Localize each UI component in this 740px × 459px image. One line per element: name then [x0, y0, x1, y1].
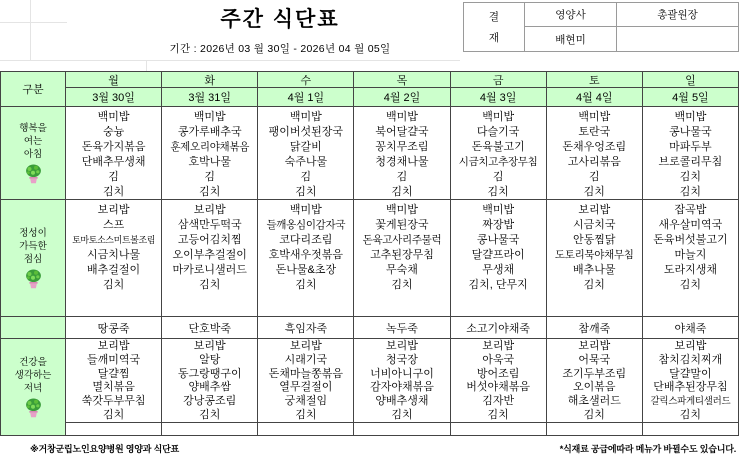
menu-item: 김치, 단무지 [468, 279, 528, 291]
menu-item: 새우살미역국 [658, 219, 723, 231]
menu-item: 꽁치무조림 [375, 141, 429, 153]
menu-item: 쑥갓두부무침 [81, 395, 146, 408]
menu-item: 김치 [583, 279, 605, 291]
menu-item: 들깨옹심이감자국 [266, 219, 346, 231]
menu-item: 스프 [102, 219, 125, 231]
plant-icon [25, 164, 42, 184]
menu-item: 보리밥 [193, 340, 226, 352]
empty-cell [258, 423, 354, 436]
menu-cell [451, 107, 547, 200]
menu-item: 보리밥 [386, 340, 418, 352]
menu-item: 백미밥 [97, 111, 130, 123]
date-header-cell: 3월 30일 [66, 88, 162, 107]
menu-item: 콩나물국 [669, 126, 712, 138]
menu-item: 보리밥 [578, 340, 611, 352]
empty-cell [66, 423, 162, 436]
empty-cell [547, 423, 643, 436]
menu-item: 청경채나물 [375, 156, 429, 168]
menu-item: 백미밥 [289, 204, 322, 216]
menu-cell [354, 107, 450, 200]
approval-role-nutritionist: 영양사 [525, 3, 617, 27]
menu-item: 시금치나물 [87, 249, 141, 261]
menu-item: 참치김치찌개 [658, 353, 723, 366]
menu-item: 배추걸절이 [87, 264, 141, 276]
porridge-cell: 야채죽 [643, 317, 739, 339]
menu-item: 동그랑땡구이 [177, 367, 242, 380]
menu-item: 달걀찜 [97, 367, 130, 380]
grid-remnant-line [0, 60, 460, 61]
menu-cell [643, 339, 739, 423]
menu-item: 북어달걀국 [375, 126, 429, 138]
day-header-cell: 화 [162, 72, 258, 88]
date-header-cell: 4월 5일 [643, 88, 739, 107]
menu-item: 보리밥 [97, 204, 130, 216]
menu-item: 다슬기국 [476, 126, 520, 138]
meal-label-line: 가득한 [19, 241, 47, 252]
menu-cell [451, 339, 547, 423]
menu-cell [258, 339, 354, 423]
grid-remnant-line [30, 0, 31, 60]
menu-item: 토마토소스미트볼조림 [72, 235, 156, 245]
menu-item: 김치 [679, 171, 702, 183]
menu-item: 삼색만두떡국 [177, 219, 242, 231]
menu-item: 브로콜리무침 [658, 156, 723, 168]
meal-label-line: 점심 [23, 254, 43, 265]
menu-item: 오이부추걸절이 [172, 249, 247, 261]
menu-item: 김치 [295, 408, 317, 421]
menu-item: 해초샐러드 [567, 395, 621, 408]
menu-item: 돈채우엉조림 [562, 141, 627, 153]
menu-item: 마늘지 [674, 249, 707, 261]
plant-icon [25, 398, 42, 418]
menu-cell [354, 339, 450, 423]
day-header-cell: 일 [643, 72, 739, 88]
date-header-cell: 4월 3일 [451, 88, 547, 107]
date-header-cell: 3월 31일 [162, 88, 258, 107]
menu-item: 도토리묵야채무침 [554, 249, 634, 261]
day-header-cell: 토 [547, 72, 643, 88]
menu-item: 감자야채볶음 [370, 381, 434, 394]
menu-item: 시금치국 [573, 219, 616, 231]
meal-label-line: 행복을 [19, 123, 47, 134]
menu-item: 호박새우젓볶음 [268, 249, 344, 261]
corner-label-cell: 구분 [1, 72, 66, 107]
menu-item: 김치 [102, 408, 125, 421]
menu-item: 백미밥 [482, 111, 515, 123]
menu-item: 강낭콩조림 [183, 395, 237, 408]
menu-item: 김치 [295, 186, 317, 198]
menu-item: 방어조림 [476, 367, 520, 380]
menu-item: 양배추생채 [375, 395, 429, 408]
approval-role-director: 총괄원장 [617, 3, 738, 27]
menu-item: 꽃게된장국 [375, 219, 429, 231]
menu-item: 보리밥 [193, 204, 226, 216]
menu-cell [162, 339, 258, 423]
menu-item: 마파두부 [669, 141, 712, 153]
menu-item: 토란국 [578, 126, 611, 138]
menu-cell [547, 107, 643, 200]
day-header-cell: 수 [258, 72, 354, 88]
menu-item: 열무걸절이 [279, 381, 333, 394]
menu-item: 보리밥 [578, 204, 611, 216]
porridge-cell: 녹두죽 [354, 317, 450, 339]
menu-item: 콩가루배추국 [177, 126, 242, 138]
approval-grid [525, 3, 738, 51]
menu-item: 알탕 [199, 353, 221, 366]
menu-item: 무숙채 [386, 264, 418, 276]
menu-item: 안동찜닭 [573, 234, 616, 246]
menu-item: 김치 [199, 186, 221, 198]
menu-cell [451, 200, 547, 317]
period-text: 기간 : 2026년 03 월 30일 - 2026년 04 월 05일 [169, 43, 391, 55]
day-header-cell: 목 [354, 72, 450, 88]
menu-item: 양배추쌈 [188, 381, 231, 394]
menu-item: 백미밥 [674, 111, 707, 123]
menu-item: 김치 [295, 279, 317, 291]
menu-cell [66, 107, 162, 200]
menu-item: 김치 [679, 186, 702, 198]
approval-stamp-cell [464, 3, 525, 51]
menu-item: 호박나물 [188, 156, 231, 168]
meal-label-line: 아침 [23, 149, 43, 160]
menu-item: 달걀말이 [669, 367, 712, 380]
menu-item: 김치 [391, 186, 413, 198]
menu-item: 돈육버섯불고기 [653, 234, 728, 246]
grid-remnant-line [0, 22, 67, 23]
porridge-label-cell [1, 317, 66, 339]
menu-item: 백미밥 [482, 204, 515, 216]
menu-item: 오이볶음 [573, 381, 616, 394]
empty-cell [162, 423, 258, 436]
menu-item: 갈릭스파게티샐러드 [650, 396, 731, 408]
menu-cell [547, 339, 643, 423]
menu-item: 돈육고사리주물럭 [362, 234, 442, 246]
date-header-cell: 4월 4일 [547, 88, 643, 107]
menu-item: 단배추무생채 [81, 156, 146, 168]
menu-item: 김치 [199, 279, 221, 291]
menu-item: 시금치고추장무침 [458, 156, 538, 168]
approval-stamp-char: 재 [488, 32, 500, 44]
meal-label-line: 건강을 [19, 357, 47, 368]
menu-item: 돈나물&초장 [275, 264, 337, 276]
menu-item: 김 [108, 171, 119, 183]
meal-label-line: 생각하는 [14, 370, 52, 381]
date-header-cell: 4월 1일 [258, 88, 354, 107]
menu-item: 고등어김치찜 [177, 234, 242, 246]
porridge-cell: 흑임자죽 [258, 317, 354, 339]
menu-table [0, 71, 739, 436]
menu-item: 김치 [102, 186, 125, 198]
menu-item: 궁채절임 [284, 395, 328, 408]
menu-item: 김치 [102, 279, 125, 291]
menu-cell [643, 107, 739, 200]
menu-item: 김 [300, 171, 312, 183]
menu-cell [354, 200, 450, 317]
menu-item: 김치 [391, 279, 413, 291]
menu-item: 들깨미역국 [87, 353, 141, 366]
menu-item: 코다리조림 [279, 234, 333, 246]
approval-stamp-char: 결 [488, 11, 500, 23]
menu-cell [258, 107, 354, 200]
menu-item: 김치 [679, 279, 702, 291]
porridge-cell: 땅콩죽 [66, 317, 162, 339]
menu-item: 청국장 [386, 353, 418, 366]
day-header-cell: 금 [451, 72, 547, 88]
menu-item: 어묵국 [578, 353, 611, 366]
menu-item: 보리밥 [674, 340, 707, 352]
menu-cell [66, 200, 162, 317]
menu-item: 시래기국 [284, 353, 328, 366]
menu-item: 마카로니샐러드 [172, 264, 247, 276]
meal-label-line: 저녁 [23, 383, 43, 394]
porridge-cell: 소고기야채죽 [451, 317, 547, 339]
menu-cell [258, 200, 354, 317]
menu-item: 김 [492, 171, 504, 183]
menu-item: 너비아니구이 [370, 367, 434, 380]
meal-label-lunch [1, 200, 66, 317]
approval-block [463, 2, 739, 52]
footer-source-text: ※거창군립노인요양병원 영양과 식단표 [30, 444, 180, 454]
menu-item: 무생채 [482, 264, 515, 276]
menu-item: 김 [588, 171, 600, 183]
menu-item: 돈육불고기 [471, 141, 525, 153]
menu-item: 백미밥 [386, 204, 418, 216]
menu-item: 김 [204, 171, 216, 183]
meal-label-line: 여는 [23, 136, 43, 147]
menu-cell [643, 200, 739, 317]
date-header-cell: 4월 2일 [354, 88, 450, 107]
menu-item: 배추나물 [573, 264, 616, 276]
menu-item: 백미밥 [289, 111, 322, 123]
day-header-cell: 월 [66, 72, 162, 88]
meal-label-line: 정성이 [19, 228, 47, 239]
menu-item: 김치 [583, 186, 605, 198]
approval-signature-director [617, 27, 738, 51]
empty-cell [643, 423, 739, 436]
porridge-cell: 단호박죽 [162, 317, 258, 339]
menu-item: 김자반 [482, 395, 515, 408]
menu-item: 보리밥 [289, 340, 322, 352]
menu-item: 아욱국 [482, 353, 515, 366]
menu-item: 고추된장무침 [370, 249, 434, 261]
menu-item: 김치 [583, 408, 605, 421]
menu-item: 숙주나물 [284, 156, 328, 168]
menu-item: 보리밥 [482, 340, 515, 352]
menu-item: 멸치볶음 [92, 381, 135, 394]
menu-item: 조기두부조림 [562, 367, 627, 380]
menu-item: 김치 [487, 186, 509, 198]
menu-item: 단배추된장무침 [653, 381, 728, 394]
meal-label-breakfast [1, 107, 66, 200]
menu-item: 보리밥 [97, 340, 130, 352]
porridge-cell: 참깨죽 [547, 317, 643, 339]
menu-item: 닭갈비 [289, 141, 322, 153]
empty-cell [354, 423, 450, 436]
menu-item: 김치 [199, 408, 221, 421]
menu-item: 백미밥 [386, 111, 418, 123]
menu-cell [162, 107, 258, 200]
menu-item: 잡곡밥 [674, 204, 707, 216]
menu-item: 백미밥 [193, 111, 226, 123]
menu-cell [547, 200, 643, 317]
menu-item: 팽이버섯된장국 [268, 126, 344, 138]
menu-item: 김 [396, 171, 408, 183]
menu-item: 고사리볶음 [567, 156, 621, 168]
menu-cell [66, 339, 162, 423]
menu-item: 달걀프라이 [471, 249, 525, 261]
menu-item: 콩나물국 [476, 234, 520, 246]
menu-item: 도라지생채 [663, 264, 717, 276]
meal-label-dinner [1, 339, 66, 436]
menu-item: 김치 [487, 408, 509, 421]
menu-cell [162, 200, 258, 317]
plant-icon [25, 269, 42, 289]
menu-item: 짜장밥 [482, 219, 515, 231]
empty-cell [451, 423, 547, 436]
menu-item: 버섯야채볶음 [466, 381, 531, 394]
menu-item: 돈채마늘쫑볶음 [268, 367, 344, 380]
page-title: 주간 식단표 [220, 8, 340, 31]
menu-item: 돈육가지볶음 [81, 141, 146, 153]
menu-item: 백미밥 [578, 111, 611, 123]
footer-notice-text: *식재료 공급에따라 메뉴가 바뀔수도 있습니다. [559, 444, 736, 454]
menu-item: 숭늉 [102, 126, 125, 138]
menu-item: 훈제오리야채볶음 [170, 141, 250, 153]
approval-signature-nutritionist: 배현미 [525, 27, 617, 51]
menu-item: 김치 [391, 408, 413, 421]
menu-item: 김치 [679, 408, 702, 421]
